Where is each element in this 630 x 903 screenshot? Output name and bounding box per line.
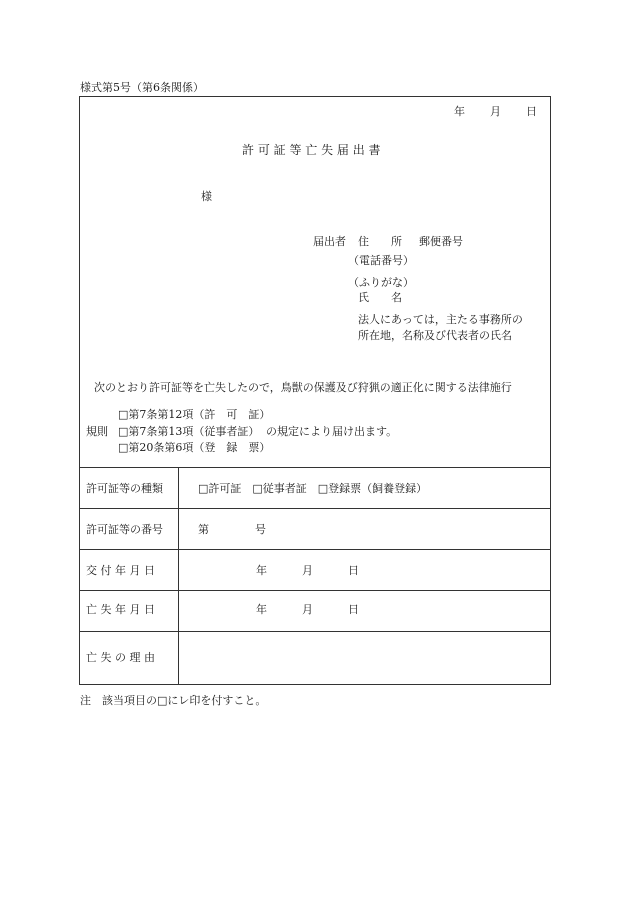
table-row-label: 交 付 年 月 日 [86,564,155,577]
loss-year: 年 [256,603,267,616]
issue-year: 年 [256,564,267,577]
table-row-divider [80,549,550,550]
header-year: 年 [454,105,465,118]
name-label: 氏 名 [358,291,402,304]
table-row-label: 許可証等の番号 [86,523,163,536]
addressee-suffix: 様 [201,190,212,203]
loss-month: 月 [302,603,313,616]
postal-code-label: 郵便番号 [419,235,463,248]
loss-day: 日 [348,603,359,616]
permit-number-prefix: 第 [198,523,209,536]
furigana-label: （ふりがな） [348,276,414,289]
permit-type-options[interactable]: □許可証 □従事者証 □登録票（飼養登録） [198,482,428,495]
header-day: 日 [526,105,537,118]
table-row-divider [80,631,550,632]
table-row-divider [80,508,550,509]
table-top-line [80,467,550,468]
table-column-divider [178,467,179,685]
table-row-label: 許可証等の種類 [86,482,163,495]
issue-month: 月 [302,564,313,577]
table-row-divider [80,590,550,591]
footnote: 注 該当項目の□にレ印を付すこと。 [80,694,267,707]
permit-number-suffix: 号 [255,523,266,536]
header-month: 月 [490,105,501,118]
rule-option-registration[interactable]: □第20条第6項（登 録 票） [118,441,271,454]
form-number-label: 様式第5号（第6条関係） [80,81,204,94]
rule-label: 規則 [86,425,108,438]
table-row-label: 亡 失 年 月 日 [86,603,155,616]
rule-option-worker-cert[interactable]: □第7条第13項（従事者証） [118,425,260,438]
issue-day: 日 [348,564,359,577]
body-sentence: 次のとおり許可証等を亡失したので，鳥獣の保護及び狩猟の適正化に関する法律施行 [94,381,512,394]
phone-label: （電話番号） [348,254,414,267]
form-title: 許 可 証 等 亡 失 届 出 書 [242,143,381,157]
table-row-label: 亡 失 の 理 由 [86,651,155,664]
corporate-note-line2: 所在地，名称及び代表者の氏名 [358,329,512,342]
rule-option-permit[interactable]: □第7条第12項（許 可 証） [118,408,271,421]
form-frame [79,96,551,685]
corporate-note-line1: 法人にあっては，主たる事務所の [358,313,523,326]
closing-text: の規定により届け出ます。 [266,425,398,438]
address-label: 住 所 [358,235,402,248]
applicant-label: 届出者 [313,235,346,248]
